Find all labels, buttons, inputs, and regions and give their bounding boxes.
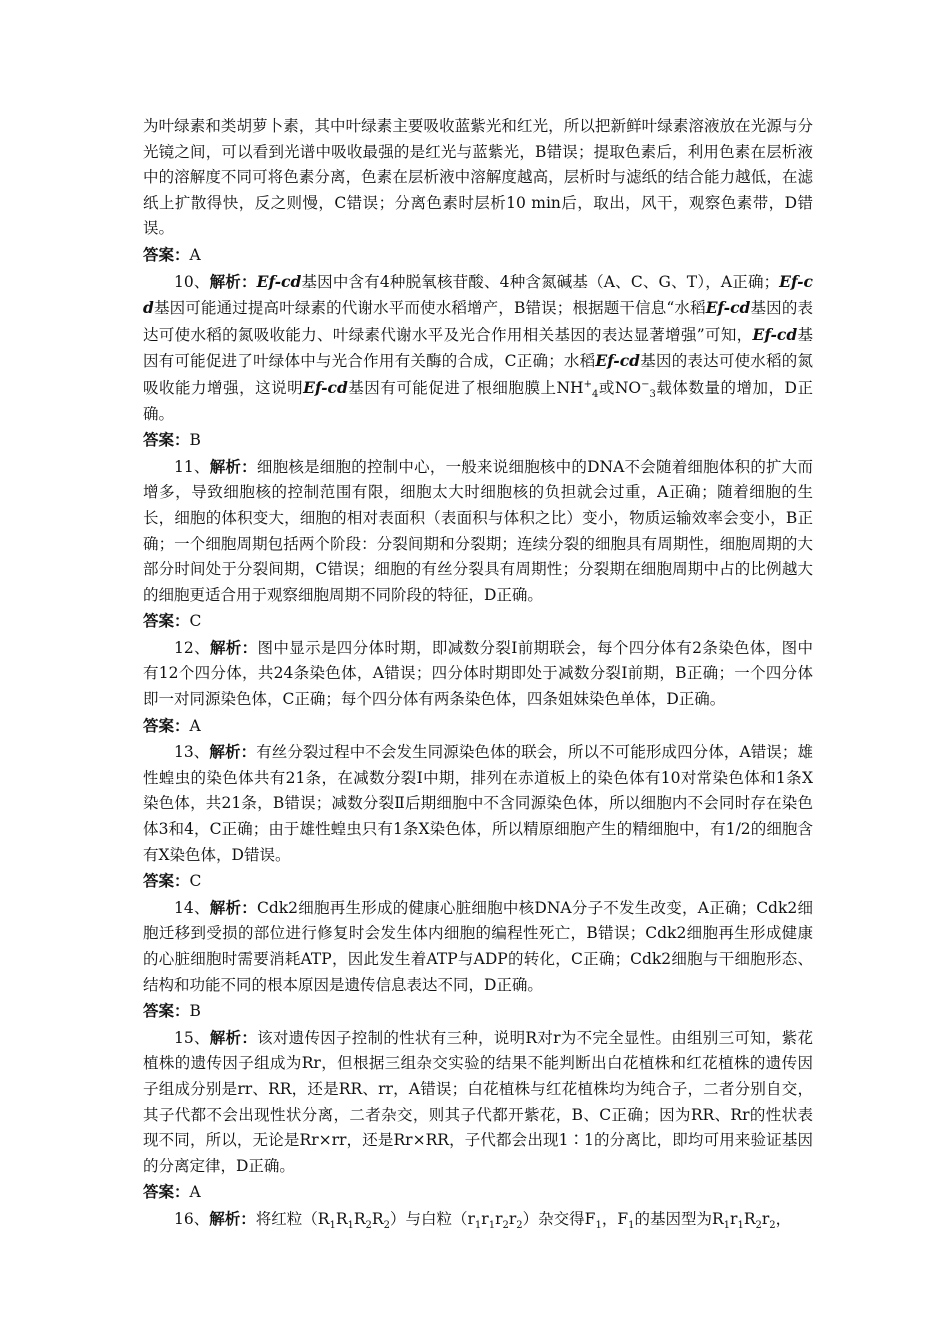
analysis-label: 解析：: [209, 637, 258, 657]
allele-sub: 1: [723, 1220, 731, 1232]
formula-text: NO: [614, 378, 642, 397]
question-10-analysis: [143, 269, 813, 428]
answer-value: A: [189, 245, 201, 264]
allele: R: [711, 1209, 724, 1228]
genotype-white: [467, 1209, 523, 1232]
allele: R: [371, 1209, 384, 1228]
question-16-analysis: [143, 1206, 813, 1233]
question-number: 11、: [174, 457, 210, 476]
answer-label: 答案：: [143, 1001, 190, 1021]
question-number: 15、: [174, 1028, 210, 1047]
allele: r: [761, 1209, 770, 1228]
ammonium-ion: [556, 378, 599, 401]
question-number: 14、: [174, 898, 210, 917]
text-span: 基因的表达可使水稻的氮吸收能力、叶绿素代谢水平及光合作用相关基因的表达显著增强”可知，: [143, 299, 813, 344]
text-span: 基因中含有4种脱氧核苷酸、4种含氮碱基（A、C、G、T），A正确；: [301, 272, 780, 291]
question-11-analysis: [143, 454, 813, 609]
answer-label: 答案：: [143, 244, 190, 264]
allele: r: [481, 1209, 489, 1228]
formula-sup: −: [641, 378, 650, 390]
text-span: 的基因型为: [634, 1209, 712, 1228]
gene-name: Ef-cd: [705, 298, 751, 318]
answer-label: 答案：: [143, 1182, 190, 1202]
question-number: 13、: [174, 743, 210, 762]
answer-value: B: [189, 1002, 201, 1021]
text-span: 基因有可能促进了根细胞膜上: [347, 378, 557, 397]
text-span: 有丝分裂过程中不会发生同源染色体的联会，所以不可能形成四分体，A错误；雄性蝗虫的染色体共有21条，在减数分裂Ⅰ中期，排列在赤道板上的染色体有10对常染色体和1条X染色体，共21条，B错误；减数分裂Ⅱ后期细胞中不含同源染色体，所以细胞内不会同时存在染色体3和4，C正确；由于雄性蝗虫只有1条X染色体，所以精原细胞产生的精细胞中，有1/2的细胞含有X染色体，D错误。: [143, 743, 813, 864]
answer-11: [143, 608, 813, 635]
gene-name: Ef-cd: [595, 351, 641, 371]
genotype-f1: [711, 1209, 776, 1232]
answer-label: 答案：: [143, 611, 190, 631]
text-span: ）杂交得: [522, 1209, 585, 1228]
allele-sub: 1: [347, 1220, 354, 1232]
allele-sub: 1: [488, 1220, 496, 1232]
allele: r: [467, 1209, 475, 1228]
allele-sub: 2: [365, 1220, 372, 1232]
analysis-label: 解析：: [209, 1027, 258, 1047]
allele: r: [730, 1209, 738, 1228]
allele-sub: 2: [755, 1220, 762, 1232]
question-13-analysis: [143, 739, 813, 868]
question-number: 12、: [174, 638, 210, 657]
allele-sub: 1: [329, 1220, 336, 1232]
answer-value: A: [189, 1183, 201, 1202]
answer-label: 答案：: [143, 715, 190, 735]
question-number: 10、: [174, 272, 210, 291]
answer-label: 答案：: [143, 871, 190, 891]
allele-sub: 2: [769, 1220, 776, 1232]
analysis-label: 解析：: [209, 897, 257, 917]
answer-value: A: [189, 716, 201, 735]
allele: F: [617, 1209, 629, 1228]
analysis-label: 解析：: [209, 271, 257, 291]
question-number: 16、: [174, 1209, 210, 1228]
answer-value: C: [189, 872, 202, 891]
analysis-label: 解析：: [209, 742, 257, 762]
answer-15: [143, 1179, 813, 1206]
answer-value: C: [189, 612, 202, 631]
document-page: [143, 114, 813, 1233]
formula-text: NH: [556, 378, 584, 397]
genotype-red: [317, 1209, 390, 1232]
answer-value: B: [189, 431, 201, 450]
text-span: ，: [601, 1209, 618, 1228]
text-span: 细胞核是细胞的控制中心，一般来说细胞核中的DNA不会随着细胞体积的扩大而增多，导致细胞核的控制范围有限，细胞太大时细胞核的负担就会过重，A正确；随着细胞的生长，细胞的体积变大，细胞的相对表面积（表面积与体积之比）变小，物质运输效率会变小，B正确；一个细胞周期包括两个阶段：分裂间期和分裂期；连续分裂的细胞具有周期性，细胞周期的大部分时间处于分裂间期，C错误；细胞的有丝分裂具有周期性；分裂期在细胞周期中占的比例越大的细胞更适合用于观察细胞周期不同阶段的特征，D正确。: [143, 457, 813, 604]
formula-sub: 3: [649, 389, 656, 401]
text-span: 基因可能通过提高叶绿素的代谢水平而使水稻增产，B错误；根据题干信息“水稻: [153, 299, 706, 318]
answer-label: 答案：: [143, 430, 190, 450]
allele: r: [508, 1209, 517, 1228]
nitrate-ion: [614, 378, 656, 401]
intro-paragraph: 为叶绿素和类胡萝卜素，其中叶绿素主要吸收蓝紫光和红光，所以把新鲜叶绿素溶液放在光源与分光镜之间，可以看到光谱中吸收最强的是红光与蓝紫光，B错误；提取色素后，利用色素在层析液中的溶解度不同可将色素分离，色素在层析液中溶解度越高，层析时与滤纸的结合能力越低，在滤纸上扩散得快，反之则慢，C错误；分离色素时层析10 min后，取出，风干，观察色素带，D错误。: [143, 117, 813, 238]
text-span: 基因有可能促进了叶绿体中与光合作用有关酶的合成，C正确；水稻: [143, 325, 813, 371]
answer-12: [143, 713, 813, 740]
answer-9: [143, 242, 813, 269]
question-14-analysis: [143, 895, 813, 998]
text-span: ）与白粒（: [389, 1209, 468, 1228]
allele: R: [743, 1209, 756, 1228]
generation-f1: [584, 1209, 602, 1232]
text-span: 图中显示是四分体时期，即减数分裂Ⅰ前期联会，每个四分体有2条染色体，图中有12个四分体，共24条染色体，A错误；四分体时期即处于减数分裂Ⅰ前期，B正确；一个四分体即一对同源染色体，C正确；每个四分体有两条染色体，四条姐妹染色单体，D正确。: [143, 638, 813, 709]
formula-sub: 4: [591, 389, 599, 401]
allele-sub: 1: [628, 1220, 635, 1232]
allele-sub: 1: [595, 1220, 602, 1232]
text-span: 或: [598, 378, 615, 397]
gene-name: Ef-cd: [752, 324, 798, 344]
text-span: 该对遗传因子控制的性状有三种，说明R对r为不完全显性。由组别三可知，紫花植株的遗传因子组成为Rr，但根据三组杂交实验的结果不能判断出白花植株和红花植株的遗传因子组成分别是rr、RR，还是RR、rr，A错误；白花植株与红花植株均为纯合子，二者分别自交，其子代都不会出现性状分离，二者杂交，则其子代都开紫花，B、C正确；因为RR、Rr的性状表现不同，所以，无论是Rr×rr，还是Rr×RR，子代都会出现1∶1的分离比，即均可用来验证基因的分离定律，D正确。: [143, 1028, 813, 1175]
analysis-label: 解析：: [209, 1208, 256, 1228]
allele: R: [335, 1209, 348, 1228]
answer-14: [143, 998, 813, 1025]
allele: R: [317, 1209, 330, 1228]
text-span: 载体数量的增加，D正确。: [143, 378, 813, 423]
gene-name: Ef-cd: [256, 271, 302, 291]
question-15-analysis: [143, 1025, 813, 1180]
allele-sub: 1: [474, 1220, 482, 1232]
answer-13: [143, 868, 813, 895]
allele: F: [584, 1209, 596, 1228]
text-span: Cdk2细胞再生形成的健康心脏细胞中核DNA分子不发生改变，A正确；Cdk2细胞迁移到受损的部位进行修复时会发生体内细胞的编程性死亡，B错误；Cdk2细胞再生形成健康的心脏细胞时需要消耗ATP，因此发生着ATP与ADP的转化，C正确；Cdk2细胞与干细胞形态、结构和功能不同的根本原因是遗传信息表达不同，D正确。: [143, 898, 813, 994]
answer-10: [143, 427, 813, 454]
generation-f1: [617, 1209, 635, 1232]
allele-sub: 2: [383, 1220, 390, 1232]
question-12-analysis: [143, 635, 813, 713]
analysis-label: 解析：: [209, 456, 257, 476]
gene-name: Ef-cd: [143, 271, 813, 318]
gene-name: Ef-cd: [303, 377, 348, 397]
text-span: 基因的表达可使水稻的氮吸收能力增强，这说明: [143, 352, 813, 397]
formula-sup: +: [583, 378, 592, 390]
allele: r: [495, 1209, 503, 1228]
text-span: 将红粒（: [255, 1209, 318, 1228]
allele-sub: 2: [516, 1220, 523, 1232]
allele: R: [353, 1209, 366, 1228]
allele-sub: 2: [502, 1220, 509, 1232]
allele-sub: 1: [737, 1220, 744, 1232]
text-span: ，: [775, 1209, 792, 1228]
